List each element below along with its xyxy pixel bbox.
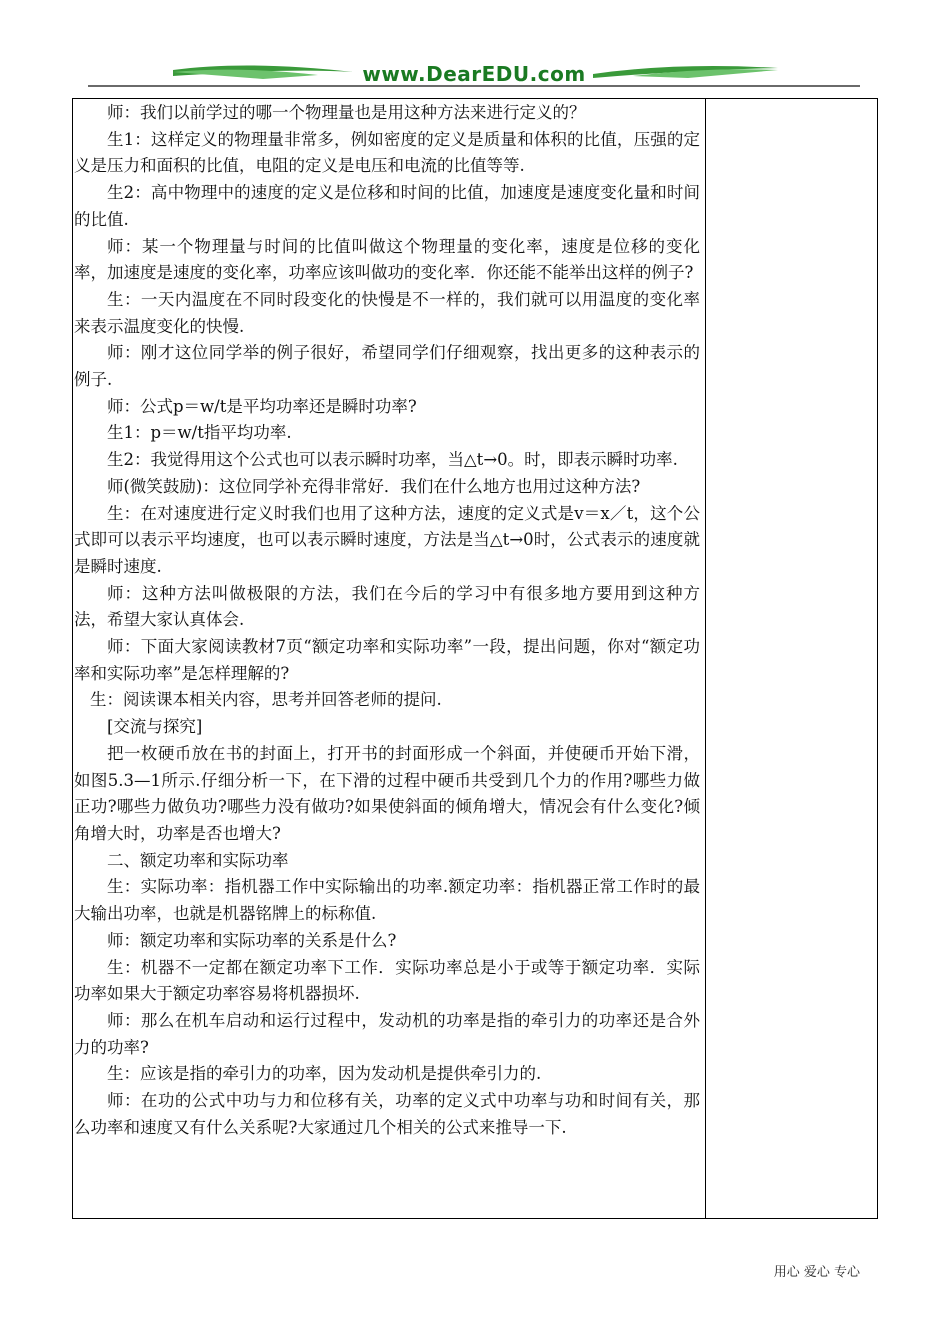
site-name: www.DearEDU.com (362, 62, 586, 86)
paragraph: 师：公式p＝w/t是平均功率还是瞬时功率? (107, 396, 417, 416)
paragraph: 生：一天内温度在不同时段变化的快慢是不一样的，我们就可以用温度的变化率来表示温度变化的快慢. (74, 289, 700, 336)
paragraph: 生：机器不一定都在额定功率下工作．实际功率总是小于或等于额定功率．实际功率如果大于额定功率容易将机器损坏. (74, 957, 700, 1004)
paragraph: 生：阅读课本相关内容，思考并回答老师的提问. (90, 690, 442, 710)
paragraph: 生：在对速度进行定义时我们也用了这种方法，速度的定义式是v＝x／t，这个公式即可以表示平均速度，也可以表示瞬时速度，方法是当△t→0时，公式表示的速度就是瞬时速度. (74, 503, 700, 576)
paragraph: 生：实际功率：指机器工作中实际输出的功率.额定功率：指机器正常工作时的最大输出功率，也就是机器铭牌上的标称值. (74, 877, 700, 924)
section-heading: 二、额定功率和实际功率 (107, 850, 289, 870)
paragraph: 生1：p＝w/t指平均功率. (107, 423, 292, 443)
page-footer: 用心 爱心 专心 (773, 1265, 860, 1280)
paragraph: 师(微笑鼓励)：这位同学补充得非常好．我们在什么地方也用过这种方法? (107, 476, 641, 496)
paragraph: 师：我们以前学过的哪一个物理量也是用这种方法来进行定义的？ (107, 103, 586, 122)
paragraph: 生2：我觉得用这个公式也可以表示瞬时功率，当△t→0。时，即表示瞬时功率. (107, 450, 678, 470)
lesson-content (74, 100, 700, 1141)
paragraph: 师：某一个物理量与时间的比值叫做这个物理量的变化率，速度是位移的变化率，加速度是速度的变化率，功率应该叫做功的变化率．你还能不能举出这样的例子? (74, 236, 700, 283)
paragraph: 师：那么在机车启动和运行过程中，发动机的功率是指的牵引力的功率还是合外力的功率? (74, 1010, 700, 1057)
paragraph: 生2：高中物理中的速度的定义是位移和时间的比值，加速度是速度变化量和时间的比值. (74, 183, 700, 229)
paragraph: 师：刚才这位同学举的例子很好，希望同学们仔细观察，找出更多的这种表示的例子. (74, 343, 700, 390)
paragraph: 师：额定功率和实际功率的关系是什么? (107, 930, 397, 950)
paragraph: 把一枚硬币放在书的封面上，打开书的封面形成一个斜面，并使硬币开始下滑，如图5.3—1所示.仔细分析一下，在下滑的过程中硬币共受到几个力的作用?哪些力做正功?哪些力做负功?哪些力没有做功?如果使斜面的倾角增大，情况会有什么变化?倾角增大时，功率是否也增大? (74, 743, 700, 843)
paragraph: 师：下面大家阅读教材7页“额定功率和实际功率”一段，提出问题，你对“额定功率和实际功率”是怎样理解的? (74, 637, 700, 683)
paragraph: 师：在功的公式中功与力和位移有关，功率的定义式中功率与功和时间有关，那么功率和速度又有什么关系呢?大家通过几个相关的公式来推导一下. (74, 1091, 700, 1137)
section-label: [交流与探究] (107, 717, 203, 737)
site-header (88, 58, 860, 94)
paragraph: 生：应该是指的牵引力的功率，因为发动机是提供牵引力的. (107, 1064, 542, 1084)
paragraph: 生1：这样定义的物理量非常多，例如密度的定义是质量和体积的比值，压强的定义是压力和面积的比值，电阻的定义是电压和电流的比值等等. (74, 129, 700, 176)
table-column-divider (705, 98, 706, 1219)
paragraph: 师：这种方法叫做极限的方法，我们在今后的学习中有很多地方要用到这种方法，希望大家认真体会. (74, 583, 700, 630)
